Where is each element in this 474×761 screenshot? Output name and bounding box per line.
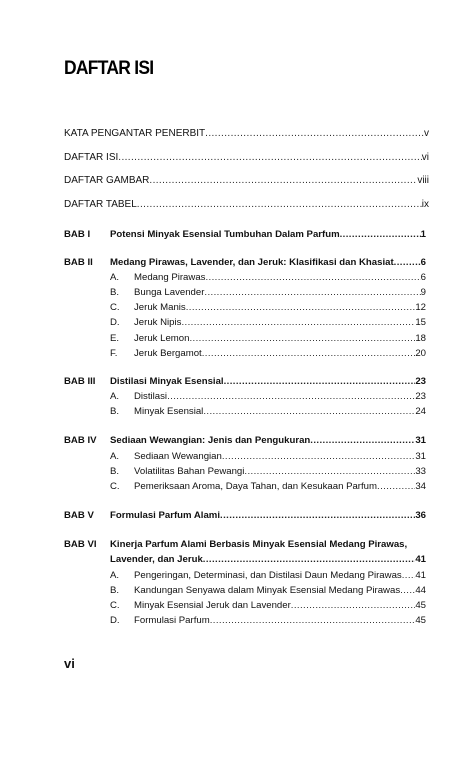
dot-leader <box>210 615 416 627</box>
dot-leader <box>291 600 416 612</box>
chapter-page: 31 <box>415 435 426 446</box>
dot-leader <box>118 152 422 164</box>
chapter-number: BAB VI <box>64 539 97 550</box>
toc-entry-page: ix <box>421 199 429 210</box>
section-entry[interactable] <box>134 406 426 418</box>
section-entry[interactable] <box>134 348 426 360</box>
section-entry[interactable] <box>134 302 426 314</box>
section-letter: A. <box>110 570 120 581</box>
chapter-entry[interactable] <box>110 257 426 269</box>
section-letter: A. <box>110 391 120 402</box>
toc-entry[interactable] <box>64 152 429 164</box>
toc-entry-label: KATA PENGANTAR PENERBIT <box>64 128 206 139</box>
section-letter: B. <box>110 406 120 417</box>
toc-entry[interactable] <box>64 128 429 140</box>
section-letter: B. <box>110 287 120 298</box>
section-entry[interactable] <box>134 600 426 612</box>
section-page: 12 <box>415 302 426 313</box>
section-entry[interactable] <box>134 585 426 597</box>
section-title: Pengeringan, Determinasi, dan Distilasi Daun Medang Pirawas <box>134 570 402 581</box>
section-page: 6 <box>420 272 426 283</box>
dot-leader <box>203 554 416 566</box>
toc-entry-page: v <box>424 128 429 139</box>
section-letter: A. <box>110 272 120 283</box>
chapter-title-continued: Lavender, dan Jeruk <box>110 554 203 565</box>
dot-leader <box>205 128 424 140</box>
section-letter: C. <box>110 481 120 492</box>
section-page: 15 <box>415 317 426 328</box>
section-entry[interactable] <box>134 391 426 403</box>
chapter-page: 41 <box>415 554 426 565</box>
section-entry[interactable] <box>134 451 426 463</box>
dot-leader <box>167 391 415 403</box>
section-page: 31 <box>415 451 426 462</box>
section-page: 45 <box>415 600 426 611</box>
section-page: 23 <box>415 391 426 402</box>
page-number: vi <box>64 656 75 671</box>
section-title: Formulasi Parfum <box>134 615 210 626</box>
section-letter: C. <box>110 302 120 313</box>
section-title: Volatilitas Bahan Pewangi <box>134 466 245 477</box>
chapter-number: BAB V <box>64 510 94 521</box>
page-title: DAFTAR ISI <box>64 58 154 79</box>
toc-entry-page: vi <box>421 152 429 163</box>
dot-leader <box>204 287 420 299</box>
dot-leader <box>137 199 422 211</box>
chapter-title: Distilasi Minyak Esensial <box>110 376 224 387</box>
dot-leader <box>377 481 415 493</box>
section-title: Medang Pirawas <box>134 272 206 283</box>
section-title: Bunga Lavender <box>134 287 205 298</box>
section-letter: A. <box>110 451 120 462</box>
section-letter: D. <box>110 615 120 626</box>
section-letter: C. <box>110 600 120 611</box>
section-entry[interactable] <box>134 317 426 329</box>
section-page: 44 <box>415 585 426 596</box>
section-page: 33 <box>415 466 426 477</box>
dot-leader <box>186 302 416 314</box>
section-entry[interactable] <box>134 570 426 582</box>
chapter-page: 6 <box>420 257 426 268</box>
chapter-page: 36 <box>415 510 426 521</box>
dot-leader <box>400 585 415 597</box>
section-letter: B. <box>110 585 120 596</box>
dot-leader <box>220 510 415 522</box>
chapter-title-line[interactable] <box>110 539 426 551</box>
toc-entry-page: viii <box>417 175 429 186</box>
section-letter: B. <box>110 466 120 477</box>
section-letter: D. <box>110 317 120 328</box>
chapter-number: BAB II <box>64 257 93 268</box>
section-title: Kandungan Senyawa dalam Minyak Esensial Medang Pirawas <box>134 585 401 596</box>
section-title: Minyak Esensial <box>134 406 204 417</box>
dot-leader <box>205 272 420 284</box>
chapter-page: 1 <box>420 229 426 240</box>
toc-entry[interactable] <box>64 175 429 187</box>
chapter-entry[interactable] <box>110 229 426 241</box>
chapter-entry[interactable] <box>110 510 426 522</box>
dot-leader <box>402 570 416 582</box>
dot-leader <box>340 229 421 241</box>
dot-leader <box>181 317 415 329</box>
chapter-entry[interactable] <box>110 376 426 388</box>
section-letter: E. <box>110 333 120 344</box>
chapter-entry[interactable] <box>110 554 426 566</box>
section-entry[interactable] <box>134 333 426 345</box>
section-title: Minyak Esensial Jeruk dan Lavender <box>134 600 291 611</box>
chapter-title: Formulasi Parfum Alami <box>110 510 220 521</box>
chapter-title: Kinerja Parfum Alami Berbasis Minyak Esensial Medang Pirawas, <box>110 539 408 550</box>
section-page: 24 <box>415 406 426 417</box>
dot-leader <box>244 466 415 478</box>
section-title: Pemeriksaan Aroma, Daya Tahan, dan Kesukaan Parfum <box>134 481 377 492</box>
toc-entry-label: DAFTAR TABEL <box>64 199 137 210</box>
section-entry[interactable] <box>134 287 426 299</box>
section-page: 34 <box>415 481 426 492</box>
dot-leader <box>202 348 416 360</box>
toc-entry-label: DAFTAR ISI <box>64 152 119 163</box>
dot-leader <box>394 257 421 269</box>
section-page: 18 <box>415 333 426 344</box>
dot-leader <box>222 451 415 463</box>
dot-leader <box>224 376 416 388</box>
toc-entry-label: DAFTAR GAMBAR <box>64 175 150 186</box>
dot-leader <box>203 406 415 418</box>
section-entry[interactable] <box>134 272 426 284</box>
toc-entry[interactable] <box>64 199 429 211</box>
dot-leader <box>310 435 415 447</box>
chapter-entry[interactable] <box>110 435 426 447</box>
section-title: Sediaan Wewangian <box>134 451 222 462</box>
section-page: 41 <box>415 570 426 581</box>
section-page: 20 <box>415 348 426 359</box>
section-title: Jeruk Manis <box>134 302 186 313</box>
dot-leader <box>149 175 417 187</box>
dot-leader <box>189 333 415 345</box>
section-letter: F. <box>110 348 118 359</box>
section-page: 9 <box>420 287 426 298</box>
chapter-number: BAB I <box>64 229 91 240</box>
section-title: Jeruk Lemon <box>134 333 190 344</box>
section-title: Jeruk Bergamot <box>134 348 202 359</box>
section-title: Jeruk Nipis <box>134 317 182 328</box>
section-page: 45 <box>415 615 426 626</box>
section-entry[interactable] <box>134 466 426 478</box>
chapter-title: Potensi Minyak Esensial Tumbuhan Dalam Parfum <box>110 229 340 240</box>
chapter-number: BAB IV <box>64 435 97 446</box>
section-entry[interactable] <box>134 615 426 627</box>
chapter-title: Medang Pirawas, Lavender, dan Jeruk: Klasifikasi dan Khasiat <box>110 257 394 268</box>
chapter-title: Sediaan Wewangian: Jenis dan Pengukuran <box>110 435 311 446</box>
section-entry[interactable] <box>134 481 426 493</box>
chapter-number: BAB III <box>64 376 96 387</box>
chapter-page: 23 <box>415 376 426 387</box>
section-title: Distilasi <box>134 391 168 402</box>
